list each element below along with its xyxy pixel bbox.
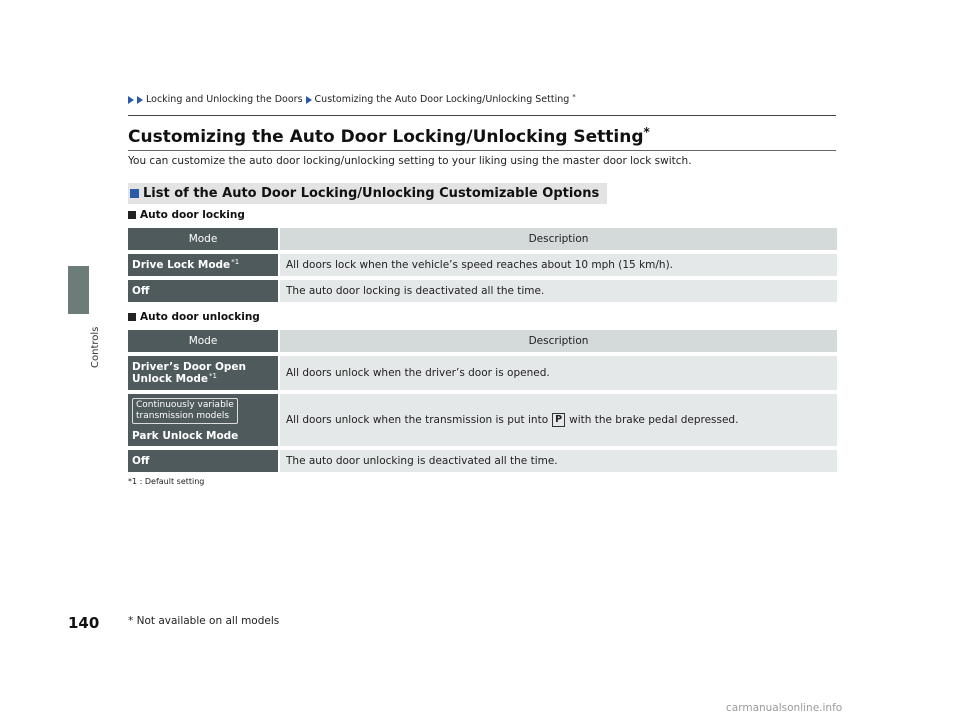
- table-row: [128, 450, 837, 472]
- description-cell: All doors unlock when the driver’s door is opened.: [280, 356, 837, 390]
- square-bullet-icon: [128, 313, 136, 321]
- page-number: 140: [68, 614, 100, 632]
- breadcrumb: [128, 94, 576, 105]
- breadcrumb-star: *: [572, 92, 576, 101]
- section-heading: List of the Auto Door Locking/Unlocking Customizable Options: [128, 183, 607, 204]
- table-header: [128, 228, 837, 250]
- watermark: carmanualsonline.info: [726, 702, 843, 714]
- column-header-mode: Mode: [128, 330, 278, 352]
- breadcrumb-link-locking[interactable]: Locking and Unlocking the Doors: [146, 94, 303, 105]
- page-title: Customizing the Auto Door Locking/Unlocking Setting*: [128, 125, 650, 147]
- footnote: *1 : Default setting: [128, 477, 205, 486]
- table-row: [128, 254, 837, 276]
- mode-cell: Driver’s Door Open Unlock Mode$^{*1}$: [128, 356, 278, 390]
- description-cell: All doors unlock when the transmission is put into P with the brake pedal depressed.: [280, 394, 837, 446]
- unlocking-heading: Auto door unlocking: [128, 311, 260, 323]
- chapter-tab: [68, 266, 89, 314]
- breadcrumb-arrow-icon: [137, 96, 143, 104]
- mode-cell: Drive Lock Mode$^{*1}$: [128, 254, 278, 276]
- locking-heading: Auto door locking: [128, 209, 245, 221]
- column-header-description: Description: [280, 330, 837, 352]
- table-header: [128, 330, 837, 352]
- title-rule: [128, 150, 836, 151]
- table-row: [128, 356, 837, 390]
- footnote-ref: *1: [208, 372, 217, 380]
- breadcrumb-arrow-icon: [128, 96, 134, 104]
- unlocking-table: [128, 330, 837, 476]
- description-cell: The auto door locking is deactivated all the time.: [280, 280, 837, 302]
- mode-cell: Off: [128, 450, 278, 472]
- header-rule: [128, 115, 836, 116]
- square-bullet-icon: [130, 189, 139, 198]
- table-row: [128, 280, 837, 302]
- model-badge: Continuously variable transmission models: [132, 398, 238, 424]
- table-row: [128, 394, 837, 446]
- park-position-icon: P: [552, 413, 565, 427]
- square-bullet-icon: [128, 211, 136, 219]
- description-cell: All doors lock when the vehicle’s speed reaches about 10 mph (15 km/h).: [280, 254, 837, 276]
- locking-table: [128, 228, 837, 306]
- breadcrumb-current: Customizing the Auto Door Locking/Unlocking Setting: [314, 94, 570, 105]
- intro-text: You can customize the auto door locking/unlocking setting to your liking using the master door lock switch.: [128, 155, 692, 167]
- column-header-mode: Mode: [128, 228, 278, 250]
- chapter-label: Controls: [90, 326, 101, 368]
- breadcrumb-arrow-icon: [306, 96, 312, 104]
- availability-note: * Not available on all models: [128, 615, 280, 627]
- column-header-description: Description: [280, 228, 837, 250]
- mode-cell: Off: [128, 280, 278, 302]
- mode-cell: Continuously variable transmission models Park Unlock Mode: [128, 394, 278, 446]
- description-cell: The auto door unlocking is deactivated all the time.: [280, 450, 837, 472]
- title-star: *: [643, 125, 650, 139]
- footnote-ref: *1: [231, 258, 240, 266]
